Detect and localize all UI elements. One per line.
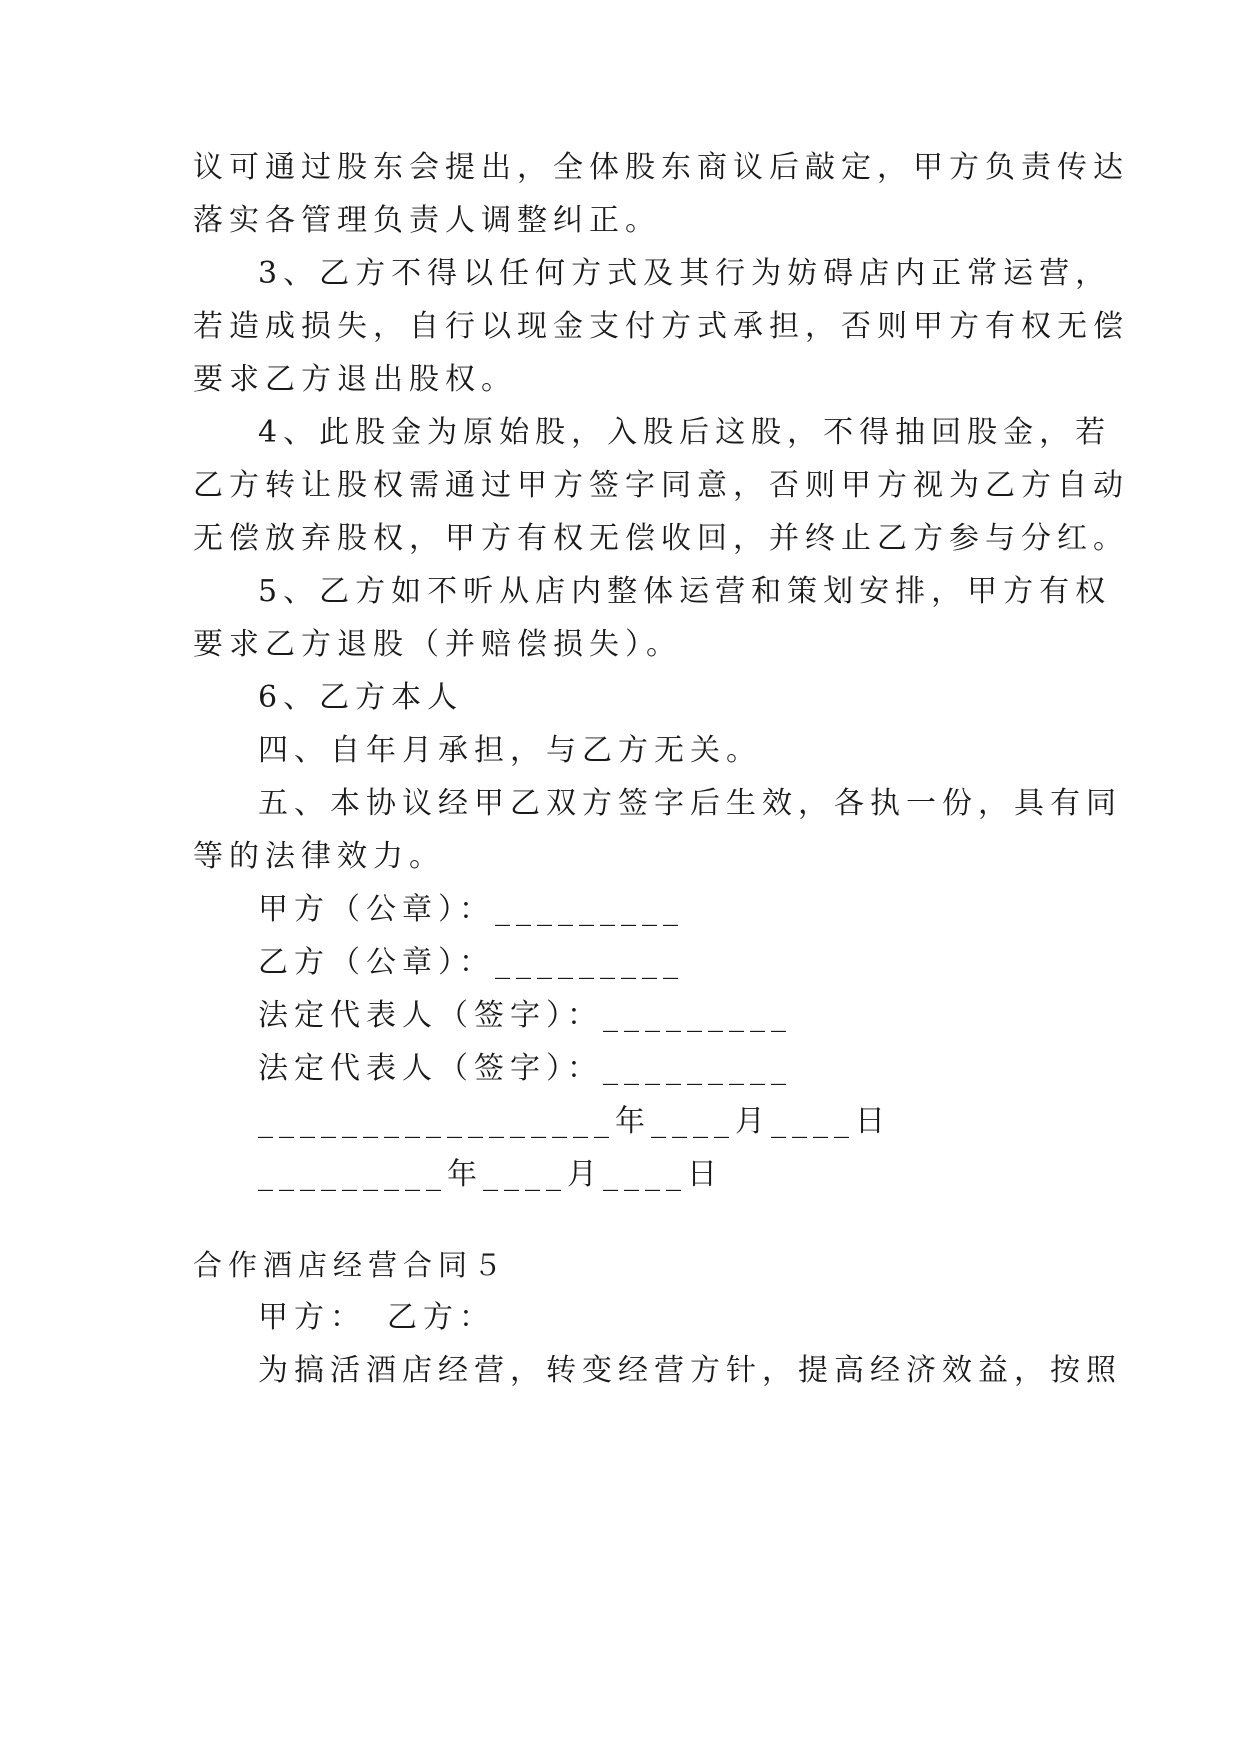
signature-representative-1: 法定代表人（签字）：_________	[258, 998, 792, 1033]
signature-date-2: _________年____月____日	[258, 1157, 723, 1192]
signature-party-a: 甲方（公章）：_________	[258, 892, 684, 927]
paragraph-line: 要求乙方退股（并赔偿损失）。	[193, 627, 682, 662]
paragraph-line: 6、乙方本人	[258, 680, 464, 715]
paragraph-line: 等的法律效力。	[193, 839, 445, 874]
signature-representative-2: 法定代表人（签字）：_________	[258, 1051, 792, 1086]
paragraph-line: 落实各管理负责人调整纠正。	[193, 203, 661, 238]
paragraph-line: 要求乙方退出股权。	[193, 362, 517, 397]
paragraph-line: 乙方转让股权需通过甲方签字同意，否则甲方视为乙方自动	[193, 468, 1129, 503]
paragraph-line: 3、乙方不得以任何方式及其行为妨碍店内正常运营，	[258, 256, 1112, 291]
signature-date-1: _________________年____月____日	[258, 1104, 891, 1139]
section-intro: 为搞活酒店经营，转变经营方针，提高经济效益，按照	[258, 1353, 1122, 1388]
paragraph-line: 若造成损失，自行以现金支付方式承担，否则甲方有权无偿	[193, 309, 1129, 344]
paragraph-line: 5、乙方如不听从店内整体运营和策划安排，甲方有权	[258, 574, 1112, 609]
signature-party-b: 乙方（公章）：_________	[258, 945, 684, 980]
section-title: 合作酒店经营合同５	[193, 1248, 509, 1282]
section-parties: 甲方： 乙方：	[258, 1300, 495, 1335]
paragraph-line: 议可通过股东会提出，全体股东商议后敲定，甲方负责传达	[193, 150, 1129, 185]
paragraph-line: 四、自年月承担，与乙方无关。	[258, 733, 762, 768]
paragraph-line: 4、此股金为原始股，入股后这股，不得抽回股金，若	[258, 415, 1112, 450]
paragraph-line: 五、本协议经甲乙双方签字后生效，各执一份，具有同	[258, 786, 1122, 821]
paragraph-line: 无偿放弃股权，甲方有权无偿收回，并终止乙方参与分红。	[193, 521, 1129, 556]
